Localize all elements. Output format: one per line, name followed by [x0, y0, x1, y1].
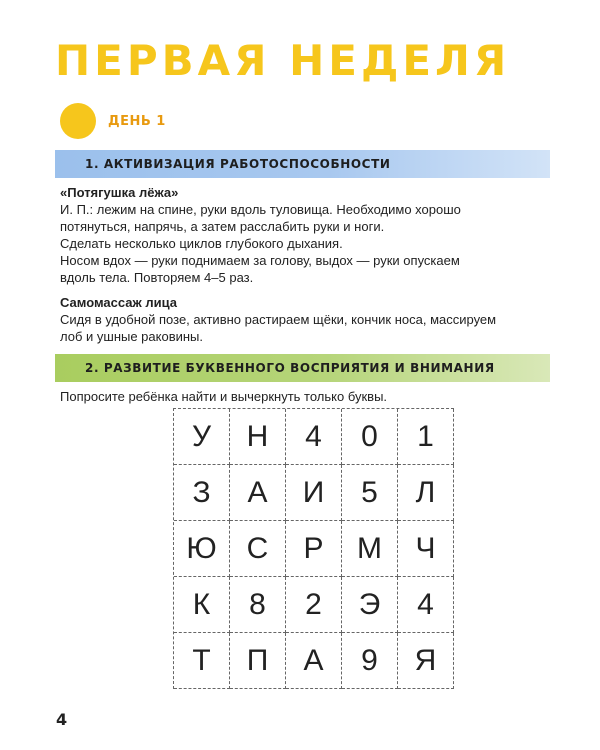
grid-cell[interactable]: З: [174, 465, 230, 521]
grid-cell[interactable]: У: [174, 409, 230, 465]
grid-cell[interactable]: 4: [398, 577, 454, 633]
exercise-1-line: вдоль тела. Повторяем 4–5 раз.: [60, 270, 254, 285]
grid-cell[interactable]: Т: [174, 633, 230, 689]
grid-cell[interactable]: Р: [286, 521, 342, 577]
grid-cell[interactable]: Ю: [174, 521, 230, 577]
grid-cell[interactable]: Ч: [398, 521, 454, 577]
grid-cell[interactable]: М: [342, 521, 398, 577]
exercise-1: [60, 184, 545, 286]
grid-cell[interactable]: Л: [398, 465, 454, 521]
section-2-instruction: Попросите ребёнка найти и вычеркнуть только буквы.: [60, 389, 388, 404]
grid-cell[interactable]: Э: [342, 577, 398, 633]
grid-cell[interactable]: И: [286, 465, 342, 521]
exercise-1-line: И. П.: лежим на спине, руки вдоль туловища. Необходимо хорошо: [60, 202, 461, 217]
grid-cell[interactable]: Я: [398, 633, 454, 689]
page-number: 4: [56, 710, 68, 729]
day-circle-icon: [60, 103, 96, 139]
grid-cell[interactable]: К: [174, 577, 230, 633]
grid-cell[interactable]: 1: [398, 409, 454, 465]
exercise-2-title: Самомассаж лица: [60, 295, 177, 310]
grid-cell[interactable]: 2: [286, 577, 342, 633]
exercise-1-line: Сделать несколько циклов глубокого дыхания.: [60, 236, 343, 251]
letter-grid: [173, 408, 454, 689]
exercise-2-line: лоб и ушные раковины.: [60, 329, 204, 344]
day-label: ДЕНЬ 1: [108, 113, 166, 129]
grid-cell[interactable]: 9: [342, 633, 398, 689]
grid-cell[interactable]: А: [286, 633, 342, 689]
grid-cell[interactable]: А: [230, 465, 286, 521]
day-marker: [60, 103, 166, 139]
page-title: ПЕРВАЯ НЕДЕЛЯ: [55, 36, 511, 85]
exercise-1-title: «Потягушка лёжа»: [60, 185, 179, 200]
section-2-heading: 2. РАЗВИТИЕ БУКВЕННОГО ВОСПРИЯТИЯ И ВНИМАНИЯ: [55, 354, 550, 382]
exercise-2-line: Сидя в удобной позе, активно растираем щёки, кончик носа, массируем: [60, 312, 497, 327]
grid-cell[interactable]: 4: [286, 409, 342, 465]
exercise-2: [60, 294, 545, 345]
exercise-1-line: потянуться, напрячь, а затем расслабить руки и ноги.: [60, 219, 385, 234]
grid-cell[interactable]: П: [230, 633, 286, 689]
grid-cell[interactable]: 8: [230, 577, 286, 633]
grid-cell[interactable]: С: [230, 521, 286, 577]
section-1-heading: 1. АКТИВИЗАЦИЯ РАБОТОСПОСОБНОСТИ: [55, 150, 550, 178]
exercise-1-line: Носом вдох — руки поднимаем за голову, выдох — руки опускаем: [60, 253, 460, 268]
grid-cell[interactable]: 5: [342, 465, 398, 521]
grid-cell[interactable]: Н: [230, 409, 286, 465]
grid-cell[interactable]: 0: [342, 409, 398, 465]
